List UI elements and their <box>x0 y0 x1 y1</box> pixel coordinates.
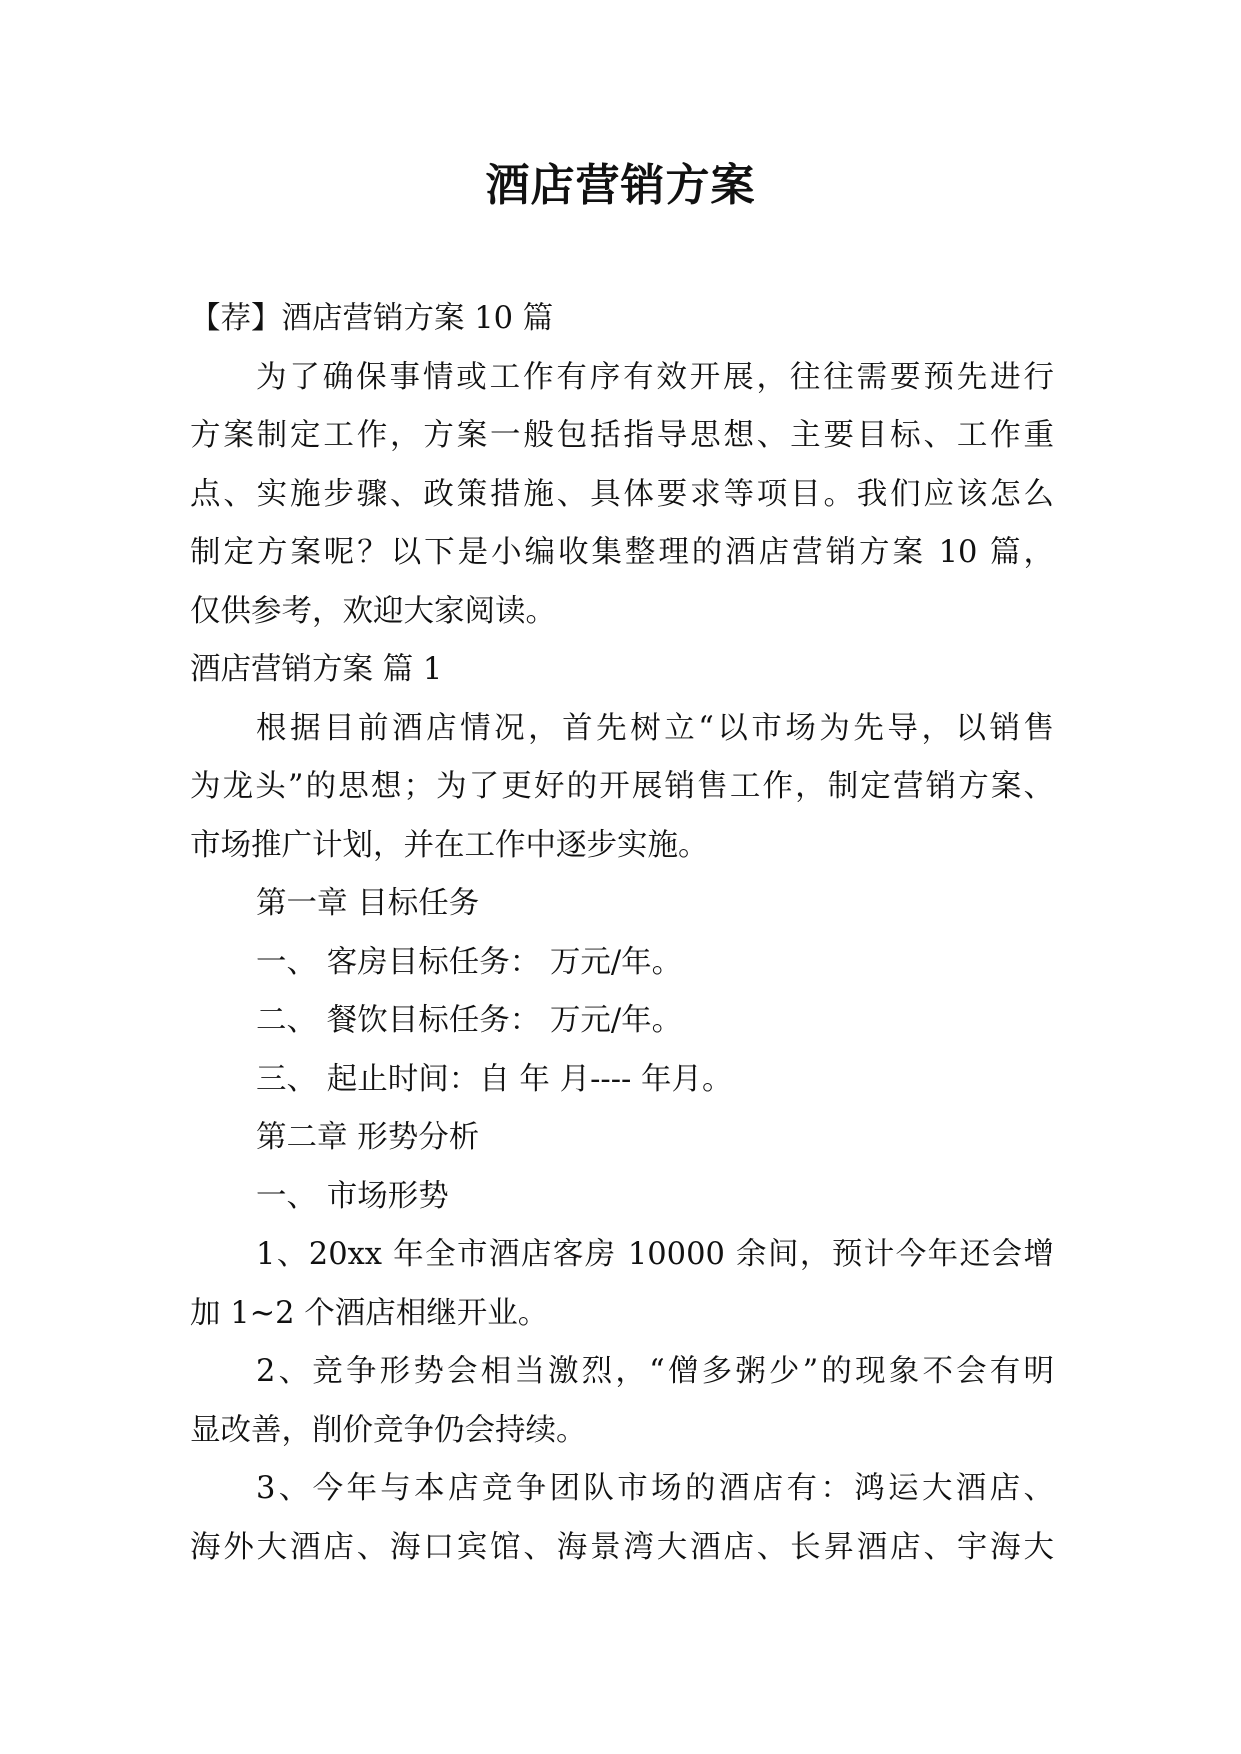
paragraph-line: 显改善，削价竞争仍会持续。 <box>190 1412 587 1448</box>
paragraph-line: 制定方案呢？以下是小编收集整理的酒店营销方案 10 篇， <box>190 535 1054 570</box>
paragraph-line: 点、实施步骤、政策措施、具体要求等项目。我们应该怎么 <box>190 476 1054 512</box>
paragraph-line: 为了确保事情或工作有序有效开展，往往需要预先进行 <box>256 359 1054 395</box>
paragraph-line: 3、今年与本店竞争团队市场的酒店有：鸿运大酒店、 <box>256 1471 1054 1506</box>
paragraph-line: 根据目前酒店情况，首先树立“以市场为先导，以销售 <box>256 710 1054 746</box>
paragraph-line: 1、20xx 年全市酒店客房 10000 余间，预计今年还会增 <box>256 1237 1054 1272</box>
paragraph-line: 加 1~2 个酒店相继开业。 <box>190 1295 549 1331</box>
list-item: 二、 餐饮目标任务： 万元/年。 <box>256 1003 683 1038</box>
chapter-heading: 第二章 形势分析 <box>256 1120 480 1155</box>
subtitle-line: 【荐】酒店营销方案 10 篇 <box>190 301 554 336</box>
list-item: 一、 市场形势 <box>256 1178 449 1214</box>
paragraph-line: 市场推广计划，并在工作中逐步实施。 <box>190 827 709 863</box>
paragraph-line: 海外大酒店、海口宾馆、海景湾大酒店、长昇酒店、宇海大 <box>190 1529 1054 1565</box>
paragraph-line: 方案制定工作，方案一般包括指导思想、主要目标、工作重 <box>190 418 1054 453</box>
section-heading: 酒店营销方案 篇 1 <box>190 652 443 687</box>
document-title: 酒店营销方案 <box>485 160 756 211</box>
document-body <box>190 290 1054 1577</box>
paragraph-line: 为龙头”的思想；为了更好的开展销售工作，制定营销方案、 <box>190 769 1054 804</box>
list-item: 三、 起止时间：自 年 月---- 年月。 <box>256 1061 733 1097</box>
paragraph-line: 仅供参考，欢迎大家阅读。 <box>190 593 556 629</box>
paragraph-line: 2、竞争形势会相当激烈，“僧多粥少”的现象不会有明 <box>256 1354 1054 1389</box>
chapter-heading: 第一章 目标任务 <box>256 886 480 921</box>
list-item: 一、 客房目标任务： 万元/年。 <box>256 944 683 980</box>
